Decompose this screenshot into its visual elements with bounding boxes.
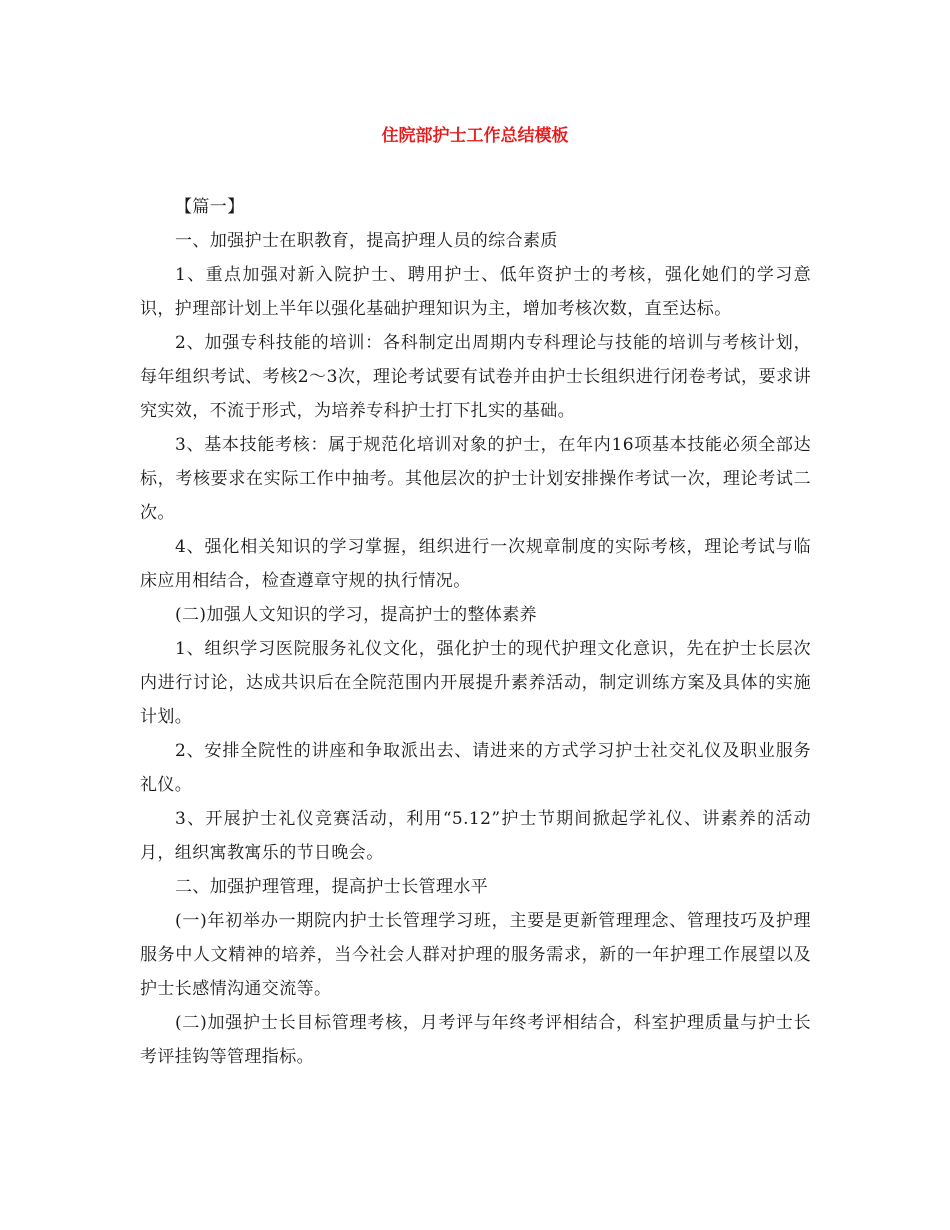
heading-two: 二、加强护理管理，提高护士长管理水平 [175,877,489,897]
paragraph: 2、安排全院性的讲座和争取派出去、请进来的方式学习护士社交礼仪及职业服务礼仪。 [140,741,811,795]
subheading: (二)加强人文知识的学习，提高护士的整体素养 [175,605,538,625]
paragraph: 1、组织学习医院服务礼仪文化，强化护士的现代护理文化意识，先在护士长层次内进行讨论，达成共识后在全院范围内开展提升素养活动，制定训练方案及具体的实施计划。 [140,639,811,727]
paragraph: 3、基本技能考核：属于规范化培训对象的护士，在年内16项基本技能必须全部达标，考核要求在实际工作中抽考。其他层次的护士计划安排操作考试一次，理论考试二次。 [140,435,811,523]
document-body [140,190,811,1074]
paragraph: 3、开展护士礼仪竞赛活动，利用“5.12”护士节期间掀起学礼仪、讲素养的活动月，组织寓教寓乐的节日晚会。 [140,809,811,863]
paragraph: 4、强化相关知识的学习掌握，组织进行一次规章制度的实际考核，理论考试与临床应用相结合，检查遵章守规的执行情况。 [140,537,811,591]
paragraph: 1、重点加强对新入院护士、聘用护士、低年资护士的考核，强化她们的学习意识，护理部计划上半年以强化基础护理知识为主，增加考核次数，直至达标。 [140,265,811,319]
paragraph: (一)年初举办一期院内护士长管理学习班，主要是更新管理理念、管理技巧及护理服务中人文精神的培养，当今社会人群对护理的服务需求，新的一年护理工作展望以及护士长感情沟通交流等。 [140,911,811,999]
heading-one: 一、加强护士在职教育，提高护理人员的综合素质 [175,231,558,251]
section-label: 【篇一】 [175,197,245,217]
paragraph: 2、加强专科技能的培训：各科制定出周期内专科理论与技能的培训与考核计划，每年组织考试、考核2～3次，理论考试要有试卷并由护士长组织进行闭卷考试，要求讲究实效，不流于形式，为培养专科护士打下扎实的基础。 [140,333,811,421]
paragraph: (二)加强护士长目标管理考核，月考评与年终考评相结合，科室护理质量与护士长考评挂钩等管理指标。 [140,1013,811,1067]
document-title: 住院部护士工作总结模板 [381,126,569,146]
